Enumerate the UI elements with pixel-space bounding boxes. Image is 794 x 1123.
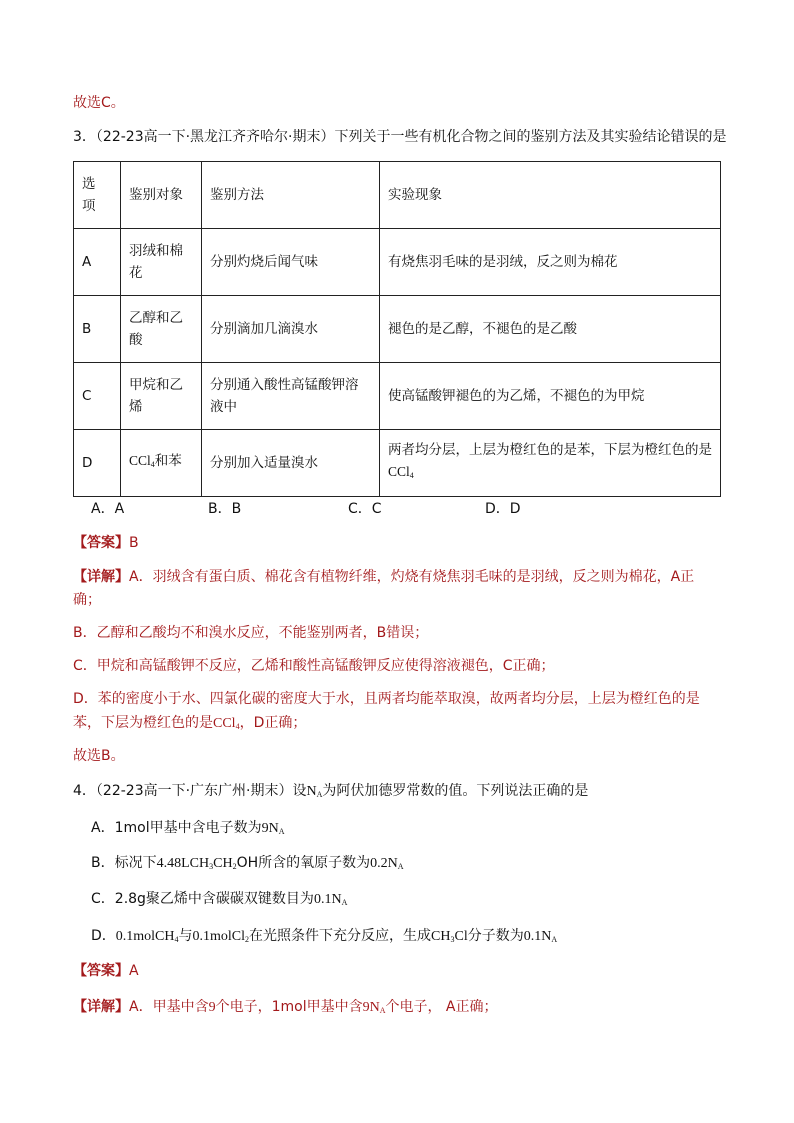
row-object: 甲烷和乙烯 (121, 363, 202, 430)
table-row (74, 229, 721, 296)
row-object: CCl$_4$和苯 (121, 430, 202, 497)
row-phenomenon: 有烧焦羽毛味的是羽绒，反之则为棉花 (380, 229, 721, 296)
detail-a-line2: 确； (73, 592, 101, 608)
choice-d[interactable]: D．D (485, 501, 521, 517)
identification-table (73, 161, 721, 497)
q4-detail: 【详解】A．甲基中含9个电子，1mol甲基中含$9N_A$个电子， A正确； (73, 999, 498, 1015)
detail-d-line2: 苯，下层为橙红色的是CCl$_4$，D正确； (73, 715, 307, 731)
detail-a-line1: 【详解】A．羽绒含有蛋白质、棉花含有植物纤维，灼烧有烧焦羽毛味的是羽绒，反之则为棉花，A正 (73, 569, 695, 585)
row-method: 分别通入酸性高锰酸钾溶液中 (202, 363, 380, 430)
prev-conclusion: 故选C。 (73, 95, 125, 111)
option-d[interactable]: D．0.1molCH$_4$与0.1molCl$_2$在光照条件下充分反应，生成$CH_3Cl$分子数为$0.1N_A$ (91, 928, 558, 944)
row-phenomenon: 褪色的是乙醇，不褪色的是乙酸 (380, 296, 721, 363)
option-c[interactable]: C．2.8g聚乙烯中含碳碳双键数目为$0.1N_A$ (91, 891, 348, 907)
row-object: 羽绒和棉花 (121, 229, 202, 296)
q3-conclusion: 故选B。 (73, 748, 125, 764)
question-number: 3． (73, 129, 96, 145)
q4-answer-line: 【答案】A (73, 963, 139, 979)
question-source: （22-23高一下·黑龙江齐齐哈尔·期末） (95, 129, 335, 145)
choice-c[interactable]: C．C (348, 501, 382, 517)
answer-value: B (129, 535, 139, 551)
answer-line (73, 533, 139, 553)
choice-a[interactable]: A．A (91, 501, 125, 517)
row-phenomenon: 使高锰酸钾褪色的为乙烯，不褪色的为甲烷 (380, 363, 721, 430)
table-row (74, 363, 721, 430)
choice-list (91, 499, 521, 519)
answer-label: 【答案】 (73, 535, 129, 551)
table-header-method: 鉴别方法 (202, 162, 380, 229)
table-header-phenomenon: 实验现象 (380, 162, 721, 229)
detail-b: B．乙醇和乙酸均不和溴水反应，不能鉴别两者，B错误； (73, 625, 429, 641)
row-method: 分别加入适量溴水 (202, 430, 380, 497)
row-option: C (74, 363, 121, 430)
row-method: 分别灼烧后闻气味 (202, 229, 380, 296)
detail-label: 【详解】 (73, 569, 129, 585)
detail-c: C．甲烷和高锰酸钾不反应，乙烯和酸性高锰酸钾反应使得溶液褪色，C正确； (73, 658, 555, 674)
option-a[interactable]: A．1mol甲基中含电子数为$9N_A$ (91, 820, 285, 836)
table-row (74, 296, 721, 363)
option-b[interactable]: B．标况下$4.48LCH_3CH_2OH$所含的氧原子数为$0.2N_A$ (91, 855, 404, 871)
table-header-option: 选项 (74, 162, 121, 229)
question-4-stem: 4．（22-23高一下·广东广州·期末）设$N_A$为阿伏加德罗常数的值。下列说法正确的是 (73, 783, 589, 799)
question-text: 下列关于一些有机化合物之间的鉴别方法及其实验结论错误的是 (334, 129, 727, 145)
question-3-stem (73, 127, 727, 147)
row-object: 乙醇和乙酸 (121, 296, 202, 363)
row-option: B (74, 296, 121, 363)
choice-b[interactable]: B．B (208, 501, 242, 517)
row-option: D (74, 430, 121, 497)
question-source: （22-23高一下·广东广州·期末） (95, 783, 293, 799)
row-method: 分别滴加几滴溴水 (202, 296, 380, 363)
row-phenomenon: 两者均分层，上层为橙红色的是苯，下层为橙红色的是CCl$_4$ (380, 430, 721, 497)
row-option: A (74, 229, 121, 296)
detail-d-line1: D．苯的密度小于水、四氯化碳的密度大于水，且两者均能萃取溴，故两者均分层，上层为橙红色的是 (73, 691, 700, 707)
table-header-object: 鉴别对象 (121, 162, 202, 229)
table-row (74, 430, 721, 497)
